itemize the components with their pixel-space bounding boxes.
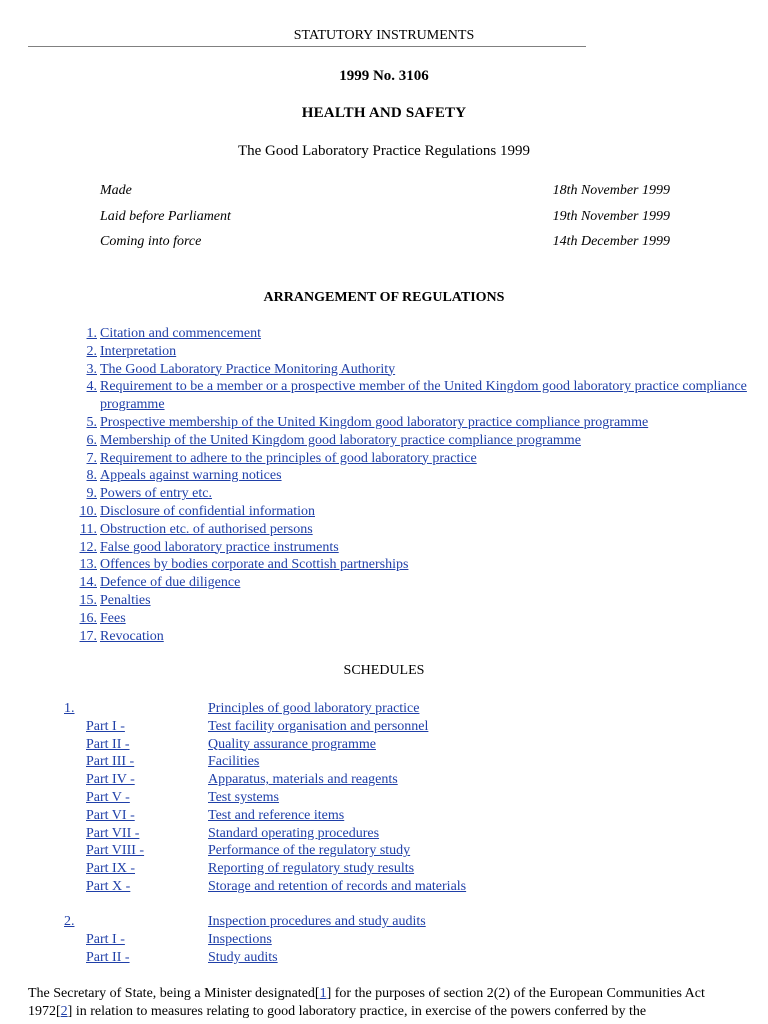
regulation-number-link[interactable]: 17.: [79, 628, 97, 644]
regulation-number-link[interactable]: 10.: [79, 503, 97, 519]
preamble-paragraph: [28, 985, 744, 1020]
schedule-part-row: [64, 753, 744, 771]
regulation-link[interactable]: Powers of entry etc.: [100, 486, 212, 502]
date-value: 19th November 1999: [552, 208, 670, 224]
list-item: [70, 610, 750, 628]
preamble-text: ] in relation to measures relating to good laboratory practice, in exercise of the powers conferred by the: [67, 1003, 647, 1019]
list-item: [70, 521, 750, 539]
schedule-part-title-link[interactable]: Facilities: [208, 754, 260, 770]
regulation-link[interactable]: Appeals against warning notices: [100, 468, 282, 484]
regulation-number-link[interactable]: 11.: [80, 521, 97, 537]
schedule-part-link[interactable]: Part IV -: [86, 772, 135, 788]
schedule-part-link[interactable]: Part V -: [86, 789, 130, 805]
schedule-part-link[interactable]: Part I -: [86, 718, 125, 734]
date-row-made: [100, 183, 670, 209]
schedule-part-link[interactable]: Part III -: [86, 754, 135, 770]
schedule-part-title-link[interactable]: Reporting of regulatory study results: [208, 861, 415, 877]
schedule-title-link[interactable]: Inspection procedures and study audits: [208, 914, 426, 930]
header-rule: [28, 46, 586, 47]
footnote-link-1[interactable]: 1: [319, 986, 327, 1001]
list-item: [70, 432, 750, 450]
schedule-part-row: [64, 771, 744, 789]
date-label: Laid before Parliament: [100, 208, 231, 224]
list-item: [70, 361, 750, 379]
regulation-link[interactable]: Fees: [100, 610, 126, 626]
schedule-part-title-link[interactable]: Test and reference items: [208, 807, 345, 823]
list-item: [70, 556, 750, 574]
schedule-part-link[interactable]: Part IX -: [86, 861, 135, 877]
regulation-number-link[interactable]: 15.: [79, 592, 97, 608]
schedule-row: [64, 700, 744, 718]
date-row-force: [100, 234, 670, 260]
regulation-link[interactable]: Disclosure of confidential information: [100, 503, 315, 519]
spacer: [64, 896, 744, 914]
regulations-title: The Good Laboratory Practice Regulations 1999: [237, 143, 530, 159]
regulation-link[interactable]: Prospective membership of the United Kingdom good laboratory practice compliance programme: [100, 414, 649, 430]
si-number: 1999 No. 3106: [339, 68, 429, 84]
schedule-part-row: [64, 807, 744, 825]
list-item: [70, 574, 750, 592]
schedule-part-link[interactable]: Part VI -: [86, 807, 135, 823]
regulation-number-link[interactable]: 9.: [86, 486, 97, 502]
list-item: [70, 503, 750, 521]
regulation-number-link[interactable]: 5.: [86, 414, 97, 430]
schedule-part-row: [64, 718, 744, 736]
list-item: [70, 592, 750, 610]
list-item: [70, 343, 750, 361]
regulation-number-link[interactable]: 16.: [79, 610, 97, 626]
schedule-part-link[interactable]: Part I -: [86, 932, 125, 948]
regulation-number-link[interactable]: 12.: [79, 539, 97, 555]
preamble-text: ] for the purposes of section 2(2) of the European Communities Act 1972[: [28, 986, 705, 1019]
list-item: [70, 378, 750, 414]
schedule-part-title-link[interactable]: Performance of the regulatory study: [208, 843, 411, 859]
schedule-part-title-link[interactable]: Test systems: [208, 789, 279, 805]
regulation-number-link[interactable]: 6.: [86, 432, 97, 448]
schedule-part-title-link[interactable]: Inspections: [208, 932, 272, 948]
regulation-link[interactable]: Offences by bodies corporate and Scottish partnerships: [100, 557, 409, 573]
subject-heading: HEALTH AND SAFETY: [301, 105, 467, 121]
regulation-number-link[interactable]: 13.: [79, 557, 97, 573]
list-item: [70, 450, 750, 468]
list-item: [70, 485, 750, 503]
schedule-part-title-link[interactable]: Apparatus, materials and reagents: [208, 772, 398, 788]
regulation-link[interactable]: Citation and commencement: [100, 326, 261, 341]
regulation-number-link[interactable]: 14.: [79, 575, 97, 591]
regulation-link[interactable]: Requirement to be a member or a prospective member of the United Kingdom good laboratory practice compliance programme: [100, 379, 747, 413]
regulation-number-link[interactable]: 1.: [86, 326, 97, 341]
schedule-part-row: [64, 878, 744, 896]
schedule-part-title-link[interactable]: Quality assurance programme: [208, 736, 376, 752]
regulation-link[interactable]: Requirement to adhere to the principles of good laboratory practice: [100, 450, 477, 466]
regulation-link[interactable]: Defence of due diligence: [100, 575, 241, 591]
schedule-part-row: [64, 825, 744, 843]
schedule-number-link[interactable]: 2.: [64, 914, 75, 930]
regulations-list: [70, 325, 750, 645]
schedule-part-title-link[interactable]: Study audits: [208, 949, 278, 965]
regulation-link[interactable]: Membership of the United Kingdom good laboratory practice compliance programme: [100, 432, 581, 448]
schedule-row: [64, 913, 744, 931]
list-item: [70, 628, 750, 646]
regulation-number-link[interactable]: 3.: [86, 361, 97, 377]
regulation-link[interactable]: Interpretation: [100, 343, 177, 359]
regulation-link[interactable]: Obstruction etc. of authorised persons: [100, 521, 313, 537]
schedule-part-row: [64, 931, 744, 949]
schedule-part-row: [64, 842, 744, 860]
schedules-heading: SCHEDULES: [343, 663, 425, 678]
regulation-number-link[interactable]: 4.: [86, 379, 97, 395]
dates-table: [100, 183, 670, 260]
preamble-text: The Secretary of State, being a Minister designated[: [28, 986, 320, 1001]
arrangement-heading: ARRANGEMENT OF REGULATIONS: [263, 290, 505, 305]
schedule-part-title-link[interactable]: Storage and retention of records and materials: [208, 878, 467, 894]
regulation-link[interactable]: Penalties: [100, 592, 151, 608]
schedule-part-link[interactable]: Part II -: [86, 949, 130, 965]
schedule-part-row: [64, 860, 744, 878]
date-row-laid: [100, 209, 670, 235]
date-value: 18th November 1999: [552, 183, 670, 198]
regulation-link[interactable]: The Good Laboratory Practice Monitoring Authority: [100, 361, 396, 377]
schedule-part-title-link[interactable]: Standard operating procedures: [208, 825, 380, 841]
schedule-number-link[interactable]: 1.: [64, 701, 75, 716]
date-label: Made: [100, 183, 132, 198]
date-label: Coming into force: [100, 234, 202, 249]
regulation-link[interactable]: False good laboratory practice instruments: [100, 539, 339, 555]
schedule-part-row: [64, 949, 744, 967]
schedule-title-link[interactable]: Principles of good laboratory practice: [208, 701, 420, 716]
schedule-part-link[interactable]: Part VIII -: [86, 843, 145, 859]
schedule-part-title-link[interactable]: Test facility organisation and personnel: [208, 718, 429, 734]
schedule-part-row: [64, 736, 744, 754]
list-item: [70, 414, 750, 432]
regulation-number-link[interactable]: 8.: [86, 468, 97, 484]
footnote-link-2[interactable]: 2: [60, 1003, 68, 1019]
schedule-part-link[interactable]: Part X -: [86, 878, 131, 894]
regulation-link[interactable]: Revocation: [100, 628, 164, 644]
series-heading: STATUTORY INSTRUMENTS: [293, 28, 475, 43]
schedule-part-row: [64, 789, 744, 807]
regulation-number-link[interactable]: 7.: [86, 450, 97, 466]
list-item: [70, 539, 750, 557]
schedules-list: [64, 700, 744, 967]
list-item: [70, 325, 750, 343]
schedule-part-link[interactable]: Part VII -: [86, 825, 140, 841]
date-value: 14th December 1999: [552, 234, 670, 249]
regulation-number-link[interactable]: 2.: [86, 343, 97, 359]
schedule-part-link[interactable]: Part II -: [86, 736, 130, 752]
list-item: [70, 467, 750, 485]
